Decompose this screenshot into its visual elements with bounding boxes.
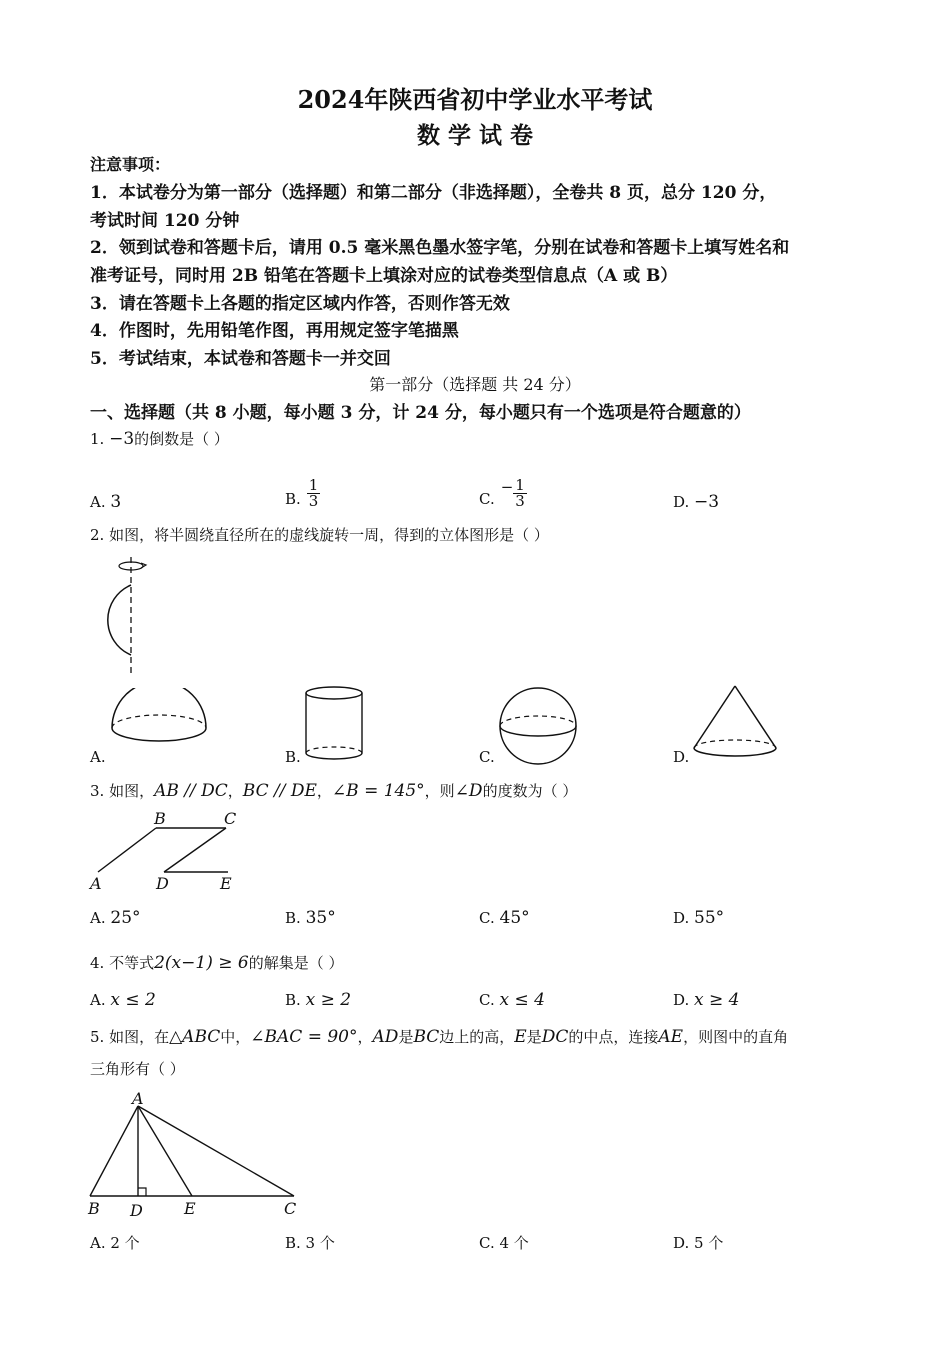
q4-expression: 2(x−1) ≥ 6 bbox=[154, 953, 249, 973]
q3-option-b-label: B. bbox=[285, 909, 301, 927]
q5-segment-bc: BC bbox=[413, 1027, 440, 1047]
q3-label-e: E bbox=[220, 874, 232, 893]
q5-prefix: 5. 如图，在 bbox=[90, 1028, 170, 1046]
q3-mid: ，则 bbox=[424, 782, 455, 800]
q1-text: 的倒数是（ ） bbox=[134, 430, 229, 448]
q4-option-a-label: A. bbox=[90, 991, 106, 1009]
question-4 bbox=[90, 952, 343, 973]
q1-option-c-label: C. bbox=[479, 490, 495, 508]
q4-option-a[interactable] bbox=[90, 990, 156, 1010]
q3-option-a-label: A. bbox=[90, 909, 106, 927]
q5-segment-dc: DC bbox=[541, 1027, 569, 1047]
q1-option-b-fraction bbox=[307, 475, 321, 511]
q2-sphere-figure bbox=[496, 686, 580, 766]
question-5 bbox=[90, 1026, 788, 1047]
q5-point-e: E bbox=[514, 1027, 527, 1047]
q1-option-a[interactable] bbox=[90, 492, 121, 512]
q2-cylinder-figure bbox=[302, 685, 366, 765]
q4-option-b-label: B. bbox=[285, 991, 301, 1009]
q1-number: 1. bbox=[90, 430, 105, 448]
q4-option-b-value: x ≥ 2 bbox=[305, 990, 352, 1010]
q3-label-c: C bbox=[224, 809, 237, 828]
q5-text-3: 是 bbox=[398, 1028, 414, 1046]
q3-condition-3: ∠B = 145° bbox=[331, 781, 425, 801]
q5-text-2: ， bbox=[357, 1028, 373, 1046]
q2-option-b[interactable]: B. bbox=[285, 748, 301, 766]
q5-option-a[interactable]: A. 2 个 bbox=[90, 1234, 140, 1252]
q3-option-a[interactable] bbox=[90, 908, 141, 928]
q1-option-a-label: A. bbox=[90, 493, 106, 511]
q5-figure bbox=[84, 1086, 304, 1220]
q3-condition-1: AB // DC bbox=[154, 781, 228, 801]
notice-item-1: 1．本试卷分为第一部分（选择题）和第二部分（非选择题），全卷共 8 页，总分 120 分， bbox=[90, 183, 777, 203]
q5-angle: ∠BAC = 90° bbox=[250, 1027, 358, 1047]
q1-option-d-value: −3 bbox=[694, 492, 720, 512]
q3-option-b[interactable] bbox=[285, 908, 336, 928]
q3-option-c[interactable] bbox=[479, 908, 530, 928]
q3-condition-4: ∠D bbox=[454, 781, 483, 801]
q4-option-c-label: C. bbox=[479, 991, 495, 1009]
q1-option-b-denominator: 3 bbox=[308, 492, 319, 511]
q5-text-7: ，则图中的直角 bbox=[683, 1028, 789, 1046]
q5-text-5: 是 bbox=[526, 1028, 542, 1046]
question-5-line-2: 三角形有（ ） bbox=[90, 1060, 185, 1078]
q4-option-c[interactable] bbox=[479, 990, 545, 1010]
q1-option-b-numerator: 1 bbox=[308, 475, 319, 494]
q3-label-d: D bbox=[156, 874, 169, 893]
q4-suffix: 的解集是（ ） bbox=[248, 954, 344, 972]
q3-condition-2: BC // DE bbox=[242, 781, 317, 801]
q5-option-d[interactable]: D. 5 个 bbox=[673, 1234, 724, 1252]
q3-option-d[interactable] bbox=[673, 908, 724, 928]
question-1 bbox=[90, 428, 229, 449]
q3-option-b-value: 35° bbox=[305, 908, 336, 928]
q5-text-1: 中， bbox=[220, 1028, 251, 1046]
q1-option-c-numerator: 1 bbox=[515, 475, 525, 494]
q3-separator-2: ， bbox=[316, 782, 332, 800]
q5-segment-ad: AD bbox=[372, 1027, 399, 1047]
q5-text-6: 的中点，连接 bbox=[568, 1028, 659, 1046]
q5-label-c: C bbox=[284, 1199, 297, 1218]
q4-option-b[interactable] bbox=[285, 990, 351, 1010]
q3-separator-1: ， bbox=[227, 782, 243, 800]
q2-option-d[interactable]: D. bbox=[673, 748, 690, 766]
q5-label-a: A bbox=[132, 1089, 144, 1108]
q5-label-e: E bbox=[184, 1199, 196, 1218]
exam-subtitle: 数 学 试 卷 bbox=[416, 122, 534, 149]
q3-prefix: 3. 如图， bbox=[90, 782, 155, 800]
q1-option-b-label: B. bbox=[285, 490, 301, 508]
q3-option-c-label: C. bbox=[479, 909, 495, 927]
q1-option-c-fraction bbox=[513, 475, 527, 511]
q1-option-c[interactable] bbox=[479, 464, 527, 510]
notice-item-5: 5．考试结束，本试卷和答题卡一并交回 bbox=[90, 349, 391, 369]
q4-option-d[interactable] bbox=[673, 990, 740, 1010]
notice-item-4: 4．作图时，先用铅笔作图，再用规定签字笔描黑 bbox=[90, 321, 459, 341]
q3-suffix: 的度数为（ ） bbox=[482, 782, 578, 800]
q1-option-c-denominator: 3 bbox=[515, 492, 525, 511]
q1-option-b[interactable] bbox=[285, 462, 320, 510]
q2-cone-figure bbox=[690, 684, 780, 764]
q4-prefix: 4. 不等式 bbox=[90, 954, 155, 972]
q2-option-a[interactable]: A. bbox=[90, 748, 106, 766]
q1-option-d[interactable] bbox=[673, 492, 719, 512]
q1-option-a-value: 3 bbox=[110, 492, 122, 512]
q4-option-d-label: D. bbox=[673, 991, 690, 1009]
notice-item-3: 3．请在答题卡上各题的指定区域内作答，否则作答无效 bbox=[90, 294, 510, 314]
q4-option-c-value: x ≤ 4 bbox=[499, 990, 545, 1010]
q1-option-c-sign: − bbox=[500, 478, 514, 496]
q3-option-d-label: D. bbox=[673, 909, 690, 927]
q4-option-a-value: x ≤ 2 bbox=[110, 990, 156, 1010]
q2-rotation-figure bbox=[86, 555, 156, 677]
q1-option-d-label: D. bbox=[673, 493, 690, 511]
notice-item-2: 2．领到试卷和答题卡后，请用 0.5 毫米黑色墨水签字笔，分别在试卷和答题卡上填写姓名和 bbox=[90, 238, 790, 258]
question-2: 2. 如图，将半圆绕直径所在的虚线旋转一周，得到的立体图形是（ ） bbox=[90, 526, 549, 544]
q3-option-c-value: 45° bbox=[499, 908, 530, 928]
q4-option-d-value: x ≥ 4 bbox=[694, 990, 740, 1010]
q3-figure bbox=[86, 808, 246, 894]
q5-label-b: B bbox=[88, 1199, 100, 1218]
q5-segment-ae: AE bbox=[658, 1027, 684, 1047]
q3-option-a-value: 25° bbox=[110, 908, 141, 928]
q3-label-b: B bbox=[154, 809, 166, 828]
q5-text-4: 边上的高， bbox=[439, 1028, 515, 1046]
notice-item-2-cont: 准考证号，同时用 2B 铅笔在答题卡上填涂对应的试卷类型信息点（A 或 B） bbox=[90, 266, 678, 286]
q5-option-b[interactable]: B. 3 个 bbox=[285, 1234, 335, 1252]
q5-triangle: △ABC bbox=[169, 1027, 221, 1047]
q2-option-c[interactable]: C. bbox=[479, 748, 495, 766]
notice-item-1-cont: 考试时间 120 分钟 bbox=[90, 211, 240, 231]
q3-label-a: A bbox=[90, 874, 102, 893]
q2-hemisphere-figure bbox=[108, 688, 210, 760]
q3-option-d-value: 55° bbox=[694, 908, 725, 928]
section-heading: 一、选择题（共 8 小题，每小题 3 分，计 24 分，每小题只有一个选项是符合题意的） bbox=[90, 403, 751, 423]
q1-expression: −3 bbox=[109, 429, 135, 449]
q5-label-d: D bbox=[130, 1201, 143, 1220]
part1-heading: 第一部分（选择题 共 24 分） bbox=[369, 375, 581, 394]
q5-option-c[interactable]: C. 4 个 bbox=[479, 1234, 529, 1252]
question-3 bbox=[90, 780, 577, 801]
notice-heading: 注意事项： bbox=[90, 155, 171, 174]
exam-title: 2024年陕西省初中学业水平考试 bbox=[297, 85, 653, 114]
